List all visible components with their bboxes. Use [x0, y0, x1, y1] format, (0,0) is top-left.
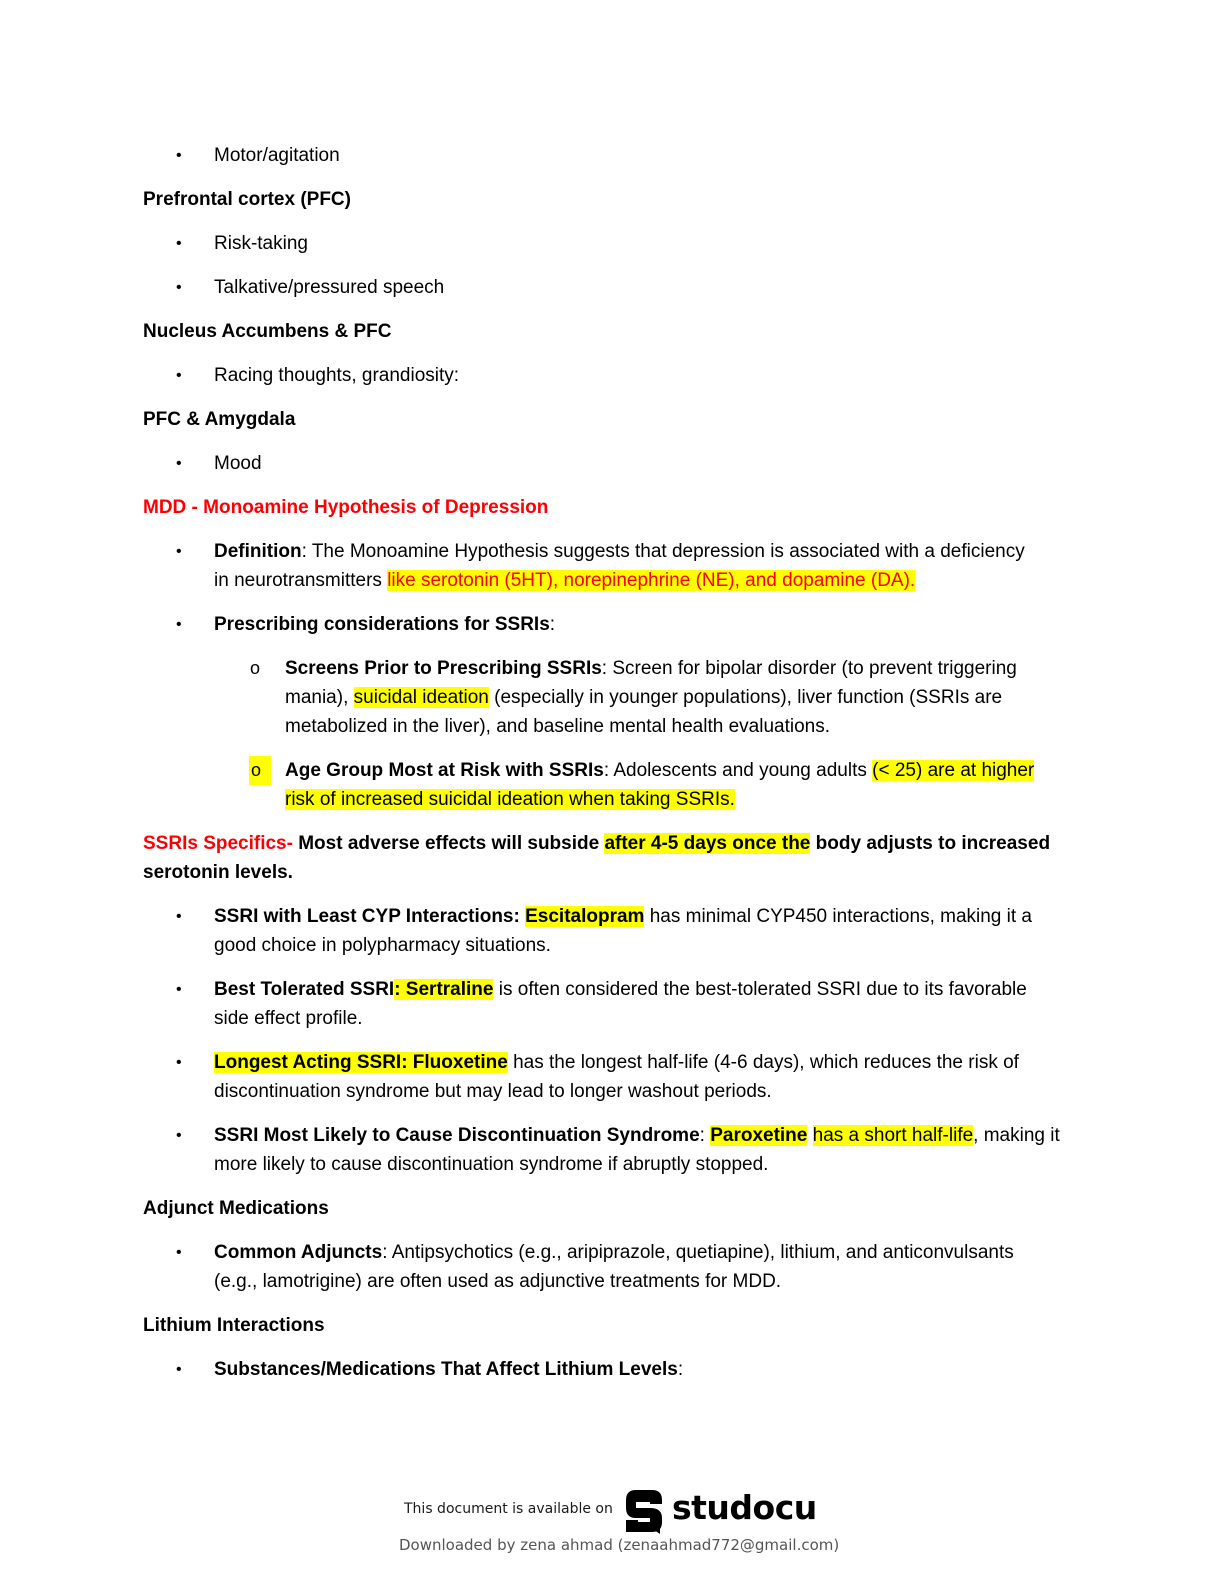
section-heading-pfc: Prefrontal cortex (PFC) [143, 189, 351, 210]
page-footer [0, 1480, 1224, 1584]
availability-text: This document is available on [404, 1501, 613, 1517]
highlighted-text: risk of increased suicidal ideation when taking SSRIs. [285, 789, 735, 810]
bullet-icon: • [176, 616, 182, 633]
highlighted-text: after 4-5 days once the [604, 833, 811, 854]
list-item: • Motor/agitation [143, 141, 1068, 170]
bullet-icon: • [176, 147, 182, 164]
studocu-logo[interactable] [620, 1486, 820, 1536]
bullet-icon: • [176, 1127, 182, 1144]
ssris-specifics-paragraph: SSRIs Specifics- Most adverse effects will subside after 4-5 days once the body adjusts to increased serotonin levels. [143, 833, 1051, 883]
studocu-logo-text: studocu [672, 1488, 817, 1527]
list-item: • Racing thoughts, grandiosity: [143, 361, 1068, 390]
bullet-icon: • [176, 1361, 182, 1378]
highlighted-text: suicidal ideation [353, 687, 489, 708]
section-heading-amygdala: PFC & Amygdala [143, 409, 296, 430]
highlighted-text: Longest Acting SSRI: Fluoxetine [214, 1052, 508, 1073]
highlighted-text: Escitalopram [525, 906, 645, 927]
highlighted-text: : Sertraline [394, 979, 494, 1000]
section-heading-nucleus-accumbens: Nucleus Accumbens & PFC [143, 321, 392, 342]
bullet-icon: • [176, 235, 182, 252]
highlighted-text: (< 25) are at higher [872, 760, 1035, 781]
list-item: • Talkative/pressured speech [143, 273, 1068, 302]
downloaded-by-text: Downloaded by zena ahmad (zenaahmad772@gmail.com) [399, 1536, 840, 1554]
list-item-discontinuation: • SSRI Most Likely to Cause Discontinuation Syndrome: Paroxetine has a short half-life, making it more likely to cause discontinuation syndrome if abruptly stopped. [143, 1121, 1068, 1179]
highlighted-text: has a short half-life [812, 1125, 974, 1146]
list-item: • Mood [143, 449, 1068, 478]
list-item-best-tolerated: • Best Tolerated SSRI: Sertraline is often considered the best-tolerated SSRI due to its favorable side effect profile. [143, 975, 1068, 1033]
bullet-icon: • [176, 981, 182, 998]
list-item-common-adjuncts: • Common Adjuncts: Antipsychotics (e.g., aripiprazole, quetiapine), lithium, and anticonvulsants (e.g., lamotrigine) are often used as adjunctive treatments for MDD. [143, 1238, 1068, 1296]
bullet-icon: • [176, 543, 182, 560]
section-heading-lithium: Lithium Interactions [143, 1315, 325, 1336]
sub-list-item-screens: o Screens Prior to Prescribing SSRIs: Screen for bipolar disorder (to prevent triggering mania), suicidal ideation (especially in younger populations), liver function (SSRIs are metabolized in the liver), and baseline mental health evaluations. [143, 654, 1068, 741]
list-item-longest-acting: • Longest Acting SSRI: Fluoxetine has the longest half-life (4-6 days), which reduces the risk of discontinuation syndrome but may lead to longer washout periods. [143, 1048, 1068, 1106]
bullet-icon: • [176, 367, 182, 384]
list-item-lithium-levels: • Substances/Medications That Affect Lithium Levels: [143, 1355, 1068, 1384]
section-heading-mdd: MDD - Monoamine Hypothesis of Depression [143, 497, 549, 518]
bullet-icon: • [176, 279, 182, 296]
bullet-icon: • [176, 908, 182, 925]
bullet-icon: • [176, 455, 182, 472]
highlighted-text: Paroxetine [710, 1125, 808, 1146]
list-item-least-cyp: • SSRI with Least CYP Interactions: Escitalopram has minimal CYP450 interactions, making it a good choice in polypharmacy situations. [143, 902, 1068, 960]
section-heading-adjunct: Adjunct Medications [143, 1198, 329, 1219]
studocu-logo-icon [620, 1486, 666, 1534]
highlighted-text: like serotonin (5HT), norepinephrine (NE), and dopamine (DA). [387, 570, 916, 591]
sub-bullet-icon: o [249, 756, 271, 785]
list-item: • Risk-taking [143, 229, 1068, 258]
document-content [143, 141, 1068, 1399]
bullet-icon: • [176, 1244, 182, 1261]
list-item-definition: • Definition: The Monoamine Hypothesis suggests that depression is associated with a deficiency in neurotransmitters like serotonin (5HT), norepinephrine (NE), and dopamine (DA). [143, 537, 1068, 595]
list-item-prescribing: • Prescribing considerations for SSRIs: [143, 610, 1068, 639]
sub-list-item-age-group: o Age Group Most at Risk with SSRIs: Adolescents and young adults (< 25) are at higher risk of increased suicidal ideation when taking SSRIs. [143, 756, 1068, 814]
sub-bullet-icon: o [250, 658, 261, 678]
bullet-icon: • [176, 1054, 182, 1071]
